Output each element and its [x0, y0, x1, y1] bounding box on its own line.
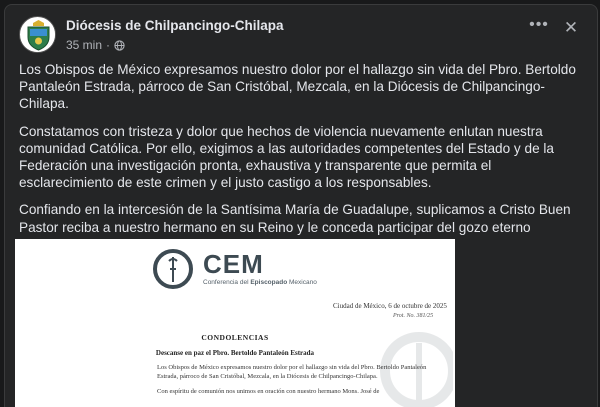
document-body	[157, 363, 439, 402]
post-paragraph: Constatamos con tristeza y dolor que hechos de violencia nuevamente enlutan nuestra comunidad Católica. Por ello, exigimos a las autoridades competentes del Estado y de la Federación una investigación pronta, exhaustiva y transparente que permita el esclarecimiento de este crimen y el justo castigo a los responsables.	[19, 123, 554, 191]
more-options-icon: •••	[529, 16, 549, 33]
cem-logo-text: CEM	[203, 249, 264, 279]
post-paragraph: Confiando en la intercesión de la Santísima María de Guadalupe, suplicamos a Cristo Buen Pastor reciba a nuestro hermano en su Reino y le conceda participar del gozo eterno	[19, 202, 571, 235]
post-paragraph: Los Obispos de México expresamos nuestro dolor por el hallazgo sin vida del Pbro. Bertoldo Pantaleón Estrada, párroco de San Cristóbal, Mezcala, en la Diócesis de Chilpancingo-Chilapa.	[19, 62, 576, 112]
globe-icon[interactable]	[114, 40, 125, 51]
page-name[interactable]: Diócesis de Chilpancingo-Chilapa	[66, 18, 284, 33]
image-gap	[455, 239, 598, 407]
cem-logo-subtitle: Conferencia del Episcopado Mexicano	[203, 279, 317, 286]
post-header	[19, 14, 585, 56]
more-options-button[interactable]	[527, 18, 551, 40]
document-subheading: Descanse en paz el Pbro. Bertoldo Pantaleón Estrada	[155, 349, 315, 357]
page-avatar[interactable]	[19, 16, 56, 53]
post-text	[19, 61, 589, 263]
document-paragraph: Con espíritu de comunión nos unimos en oración con nuestro hermano Mons. José de	[157, 388, 380, 395]
document-paragraph: Los Obispos de México expresamos nuestro dolor por el hallazgo sin vida del Pbro. Bertoldo Pantaleón Estrada, párroco de San Cristóbal, Mezcala, en la Diócesis de Chilpancingo-Chilapa.	[157, 364, 427, 380]
post-meta	[66, 38, 125, 52]
close-button[interactable]	[559, 16, 583, 40]
diocese-crest-icon	[20, 17, 56, 53]
post-time[interactable]: 35 min	[66, 38, 103, 52]
close-icon: ✕	[563, 18, 579, 37]
meta-separator: ·	[106, 38, 111, 52]
post-card	[4, 4, 598, 407]
post-image[interactable]	[15, 239, 455, 407]
cem-logo-icon	[153, 249, 193, 289]
document-heading: CONDOLENCIAS	[201, 333, 269, 342]
document-date: Ciudad de México, 6 de octubre de 2025	[333, 302, 447, 310]
document-reference: Prot. No. 381/25	[393, 313, 434, 319]
